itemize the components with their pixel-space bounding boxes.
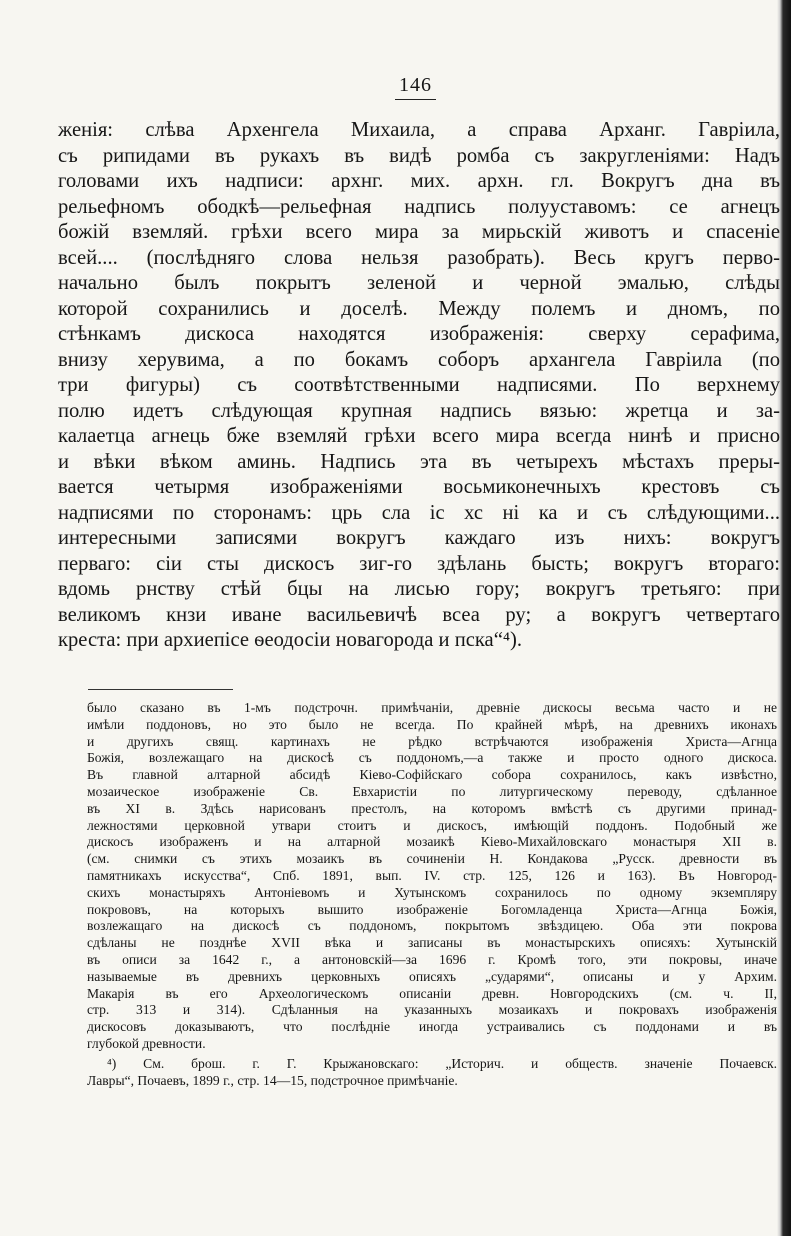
main-text-line: креста: при архиепісе ѳеодосіи новагорода и пска“⁴).: [58, 629, 523, 651]
footnote-line: Въ главной алтарной абсидѣ Кіево-Софійскаго собора сохранилось, какъ извѣстно,: [87, 767, 777, 783]
main-text-line: надписями по сторонамъ: црь сла іс хс ні ка и съ слѣдующими...: [58, 501, 780, 524]
main-text-line: калаетца агнець бже вземляй грѣхи всего мира всегда нинѣ и присно: [58, 425, 780, 447]
footnote-line: стр. 313 и 314). Сдѣланныя на указанныхъ мозаикахъ и покровахъ изображенія: [87, 1002, 777, 1018]
footnote-divider: [88, 689, 233, 690]
main-text-line: рельефномъ ободкѣ—рельефная надпись полууставомъ: се агнецъ: [58, 195, 780, 218]
footnote-line: сдѣланы не позднѣе XVII вѣка и записаны въ монастырскихъ описяхъ: Хутынскій: [87, 935, 777, 951]
footnote-line: памятникахъ искусства“, Спб. 1891, вып. IV. стр. 125, 126 и 163). Въ Новгород-: [87, 867, 777, 883]
footnote-line: дискосъ изображенъ и на алтарной мозаикѣ Кіево-Михайловскаго монастыря XII в.: [87, 834, 777, 850]
footnote-line: скихъ монастыряхъ Антоніевомъ и Хутынскомъ сохранилось по одному экземпляру: [87, 884, 777, 900]
footnote-line: покрововъ, на которыхъ вышито изображеніе Богомладенца Христа—Агнца Божія,: [87, 901, 777, 917]
footnote-line: Божія, возлежащаго на дискосѣ съ поддономъ,—а также и просто одного дискоса.: [87, 750, 777, 766]
footnote-line: (см. снимки съ этихъ мозаикъ въ сочиненіи Н. Кондакова „Русск. древности въ: [87, 851, 777, 867]
footnote-4-line: ⁴) См. брош. г. Г. Крыжановскаго: „Историч. и обществ. значеніе Почаевск.: [107, 1055, 777, 1071]
footnotes: [87, 700, 777, 1089]
main-text-line: женія: слѣва Архенгела Михаила, а справа Арханг. Гавріила,: [58, 119, 780, 141]
main-text-line: вается четырмя изображеніями восьмиконечныхъ крестовъ съ: [58, 476, 780, 498]
footnote-line: называемые въ древнихъ церковныхъ описяхъ „сударями“, описаны и у Архим.: [87, 968, 777, 984]
footnote-line: въ XI в. Здѣсь нарисованъ престолъ, на которомъ вмѣстѣ съ другими принад-: [87, 800, 777, 816]
main-text-line: божій вземляй. грѣхи всего мира за мирьскій животъ и спасеніе: [58, 221, 780, 243]
main-text-line: начально былъ покрытъ зеленой и черной эмалью, слѣды: [58, 272, 780, 294]
footnote-line: и другихъ свящ. картинахъ не рѣдко встрѣчаются изображенія Христа—Агнца: [87, 733, 777, 749]
footnote-line: лежностями церковной утвари стоитъ и дискосъ, имѣющій поддонъ. Подобный же: [87, 817, 777, 833]
footnote-line: было сказано въ 1-мъ подстрочн. примѣчаніи, древніе дискосы весьма часто и не: [87, 700, 777, 715]
footnote-line: дискосовъ доказываютъ, что послѣдніе иногда устраивались съ поддонами и въ: [87, 1019, 777, 1035]
footnote-line: возлежащаго на дискосѣ съ поддономъ, покрытомъ звѣздицею. Оба эти покрова: [87, 918, 777, 934]
main-text-line: полю идетъ слѣдующая крупная надпись вязью: жретца и за-: [58, 399, 780, 422]
main-text: [58, 118, 780, 654]
footnote-line: имѣли поддоновъ, но это было не всегда. По крайней мѣрѣ, на древнихъ иконахъ: [87, 716, 777, 732]
page-number-text: 146: [395, 74, 436, 100]
main-text-line: интересными записями вокругъ каждаго изъ нихъ: вокругъ: [58, 527, 780, 549]
page-number: [0, 74, 791, 100]
main-text-line: стѣнкамъ дискоса находятся изображенія: сверху серафима,: [58, 323, 780, 345]
footnote-line: мозаическое изображеніе Св. Евхаристіи по литургическому переводу, сдѣланное: [87, 783, 777, 799]
main-text-line: и вѣки вѣком аминь. Надпись эта въ четырехъ мѣстахъ преры-: [58, 450, 780, 473]
main-text-line: головами ихъ надписи: архнг. мих. архн. гл. Вокругъ дна въ: [58, 170, 780, 192]
main-text-line: вдомь рнству стѣй бцы на лисью гору; вокругъ третьяго: при: [58, 578, 780, 600]
main-text-line: внизу херувима, а по бокамъ соборъ архангела Гавріила (по: [58, 348, 780, 371]
main-text-line: съ рипидами въ рукахъ въ видѣ ромба съ закругленіями: Надъ: [58, 144, 780, 167]
footnote-line: Макарія въ его Археологическомъ описаніи древн. Новгородскихъ (см. ч. II,: [87, 985, 777, 1001]
main-text-line: перваго: сіи сты дискосъ зиг-го здѣлань бысть; вокругъ втораго:: [58, 552, 780, 575]
footnote-line: глубокой древности.: [87, 1035, 206, 1051]
footnote-4-line: Лавры“, Почаевъ, 1899 г., стр. 14—15, подстрочное примѣчаніе.: [87, 1072, 458, 1088]
footnote-line: въ описи за 1642 г., а антоновскій—за 1696 г. Кромѣ того, эти покровы, иначе: [87, 951, 777, 967]
main-text-line: всей.... (послѣдняго слова нельзя разобрать). Весь кругъ перво-: [58, 246, 780, 269]
main-text-line: три фигуры) съ соотвѣтственными надписями. По верхнему: [58, 374, 780, 396]
main-text-line: великомъ кнзи иване васильевичѣ всеа ру; а вокругъ четвертаго: [58, 603, 780, 626]
main-text-line: которой сохранились и доселѣ. Между полемъ и дномъ, по: [58, 297, 780, 320]
